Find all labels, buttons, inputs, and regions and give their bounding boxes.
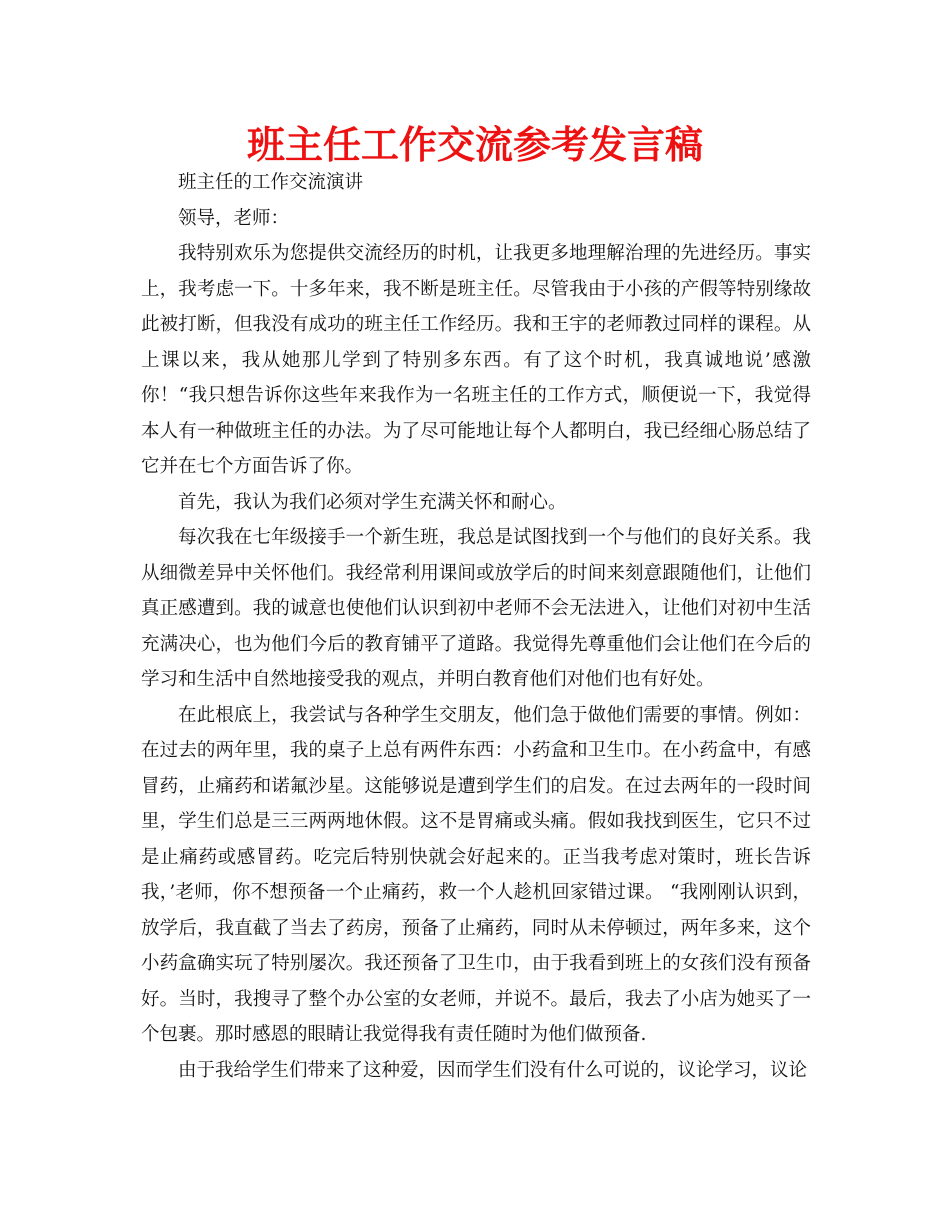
subtitle-paragraph: 班主任的工作交流演讲: [178, 172, 364, 193]
salutation-paragraph: 领导，老师：: [178, 207, 290, 229]
document-title: 班主任工作交流参考发言稿: [246, 122, 703, 167]
body-paragraph: 每次我在七年级接手一个新生班，我总是试图找到一个与他们的良好关系。我从细微差异中关怀他们。我经常利用课间或放学后的时间来刻意跟随他们，让他们真正感遭到。我的诚意也使他们认识到初中老师不会无法进入，让他们对初中生活充满决心，也为他们今后的教育铺平了道路。我觉得先尊重他们会让他们在今后的学习和生活中自然地接受我的观点，并明白教育他们对他们也有好处。: [141, 527, 811, 690]
body-paragraph: 首先，我认为我们必须对学生充满关怀和耐心。: [178, 491, 567, 513]
body-paragraph: 在此根底上，我尝试与各种学生交朋友，他们急于做他们需要的事情。例如：在过去的两年里，我的桌子上总有两件东西：小药盒和卫生巾。在小药盒中，有感冒药，止痛药和诺氟沙星。这能够说是遭到学生们的启发。在过去两年的一段时间里，学生们总是三三两两地休假。这不是胃痛或头痛。假如我找到医生，它只不过是止痛药或感冒药。吃完后特别快就会好起来的。正当我考虑对策时，班长告诉我，’老师，你不想预备一个止痛药，救一个人趁机回家错过课。 “我刚刚认识到，放学后，我直截了当去了药房，预备了止痛药，同时从未停顿过，两年多来，这个小药盒确实玩了特别屡次。我还预备了卫生巾，由于我看到班上的女孩们没有预备好。当时，我搜寻了整个办公室的女老师，并说不。最后，我去了小店为她买了一个包裹。那时感恩的眼睛让我觉得我有责任随时为他们做预备.: [141, 704, 811, 1045]
document-body: [141, 165, 811, 1088]
body-paragraph: 我特别欢乐为您提供交流经历的时机，让我更多地理解治理的先进经历。事实上，我考虑一下。十多年来，我不断是班主任。尽管我由于小孩的产假等特别缘故此被打断，但我没有成功的班主任工作经历。我和王宇的老师教过同样的课程。从上课以来，我从她那儿学到了特别多东西。有了这个时机，我真诚地说’感激你！“我只想告诉你这些年来我作为一名班主任的工作方式，顺便说一下，我觉得本人有一种做班主任的办法。为了尽可能地让每个人都明白，我已经细心肠总结了它并在七个方面告诉了你。: [141, 243, 811, 477]
body-paragraph: 由于我给学生们带来了这种爱，因而学生们没有什么可说的，议论学习，议论: [178, 1059, 808, 1081]
